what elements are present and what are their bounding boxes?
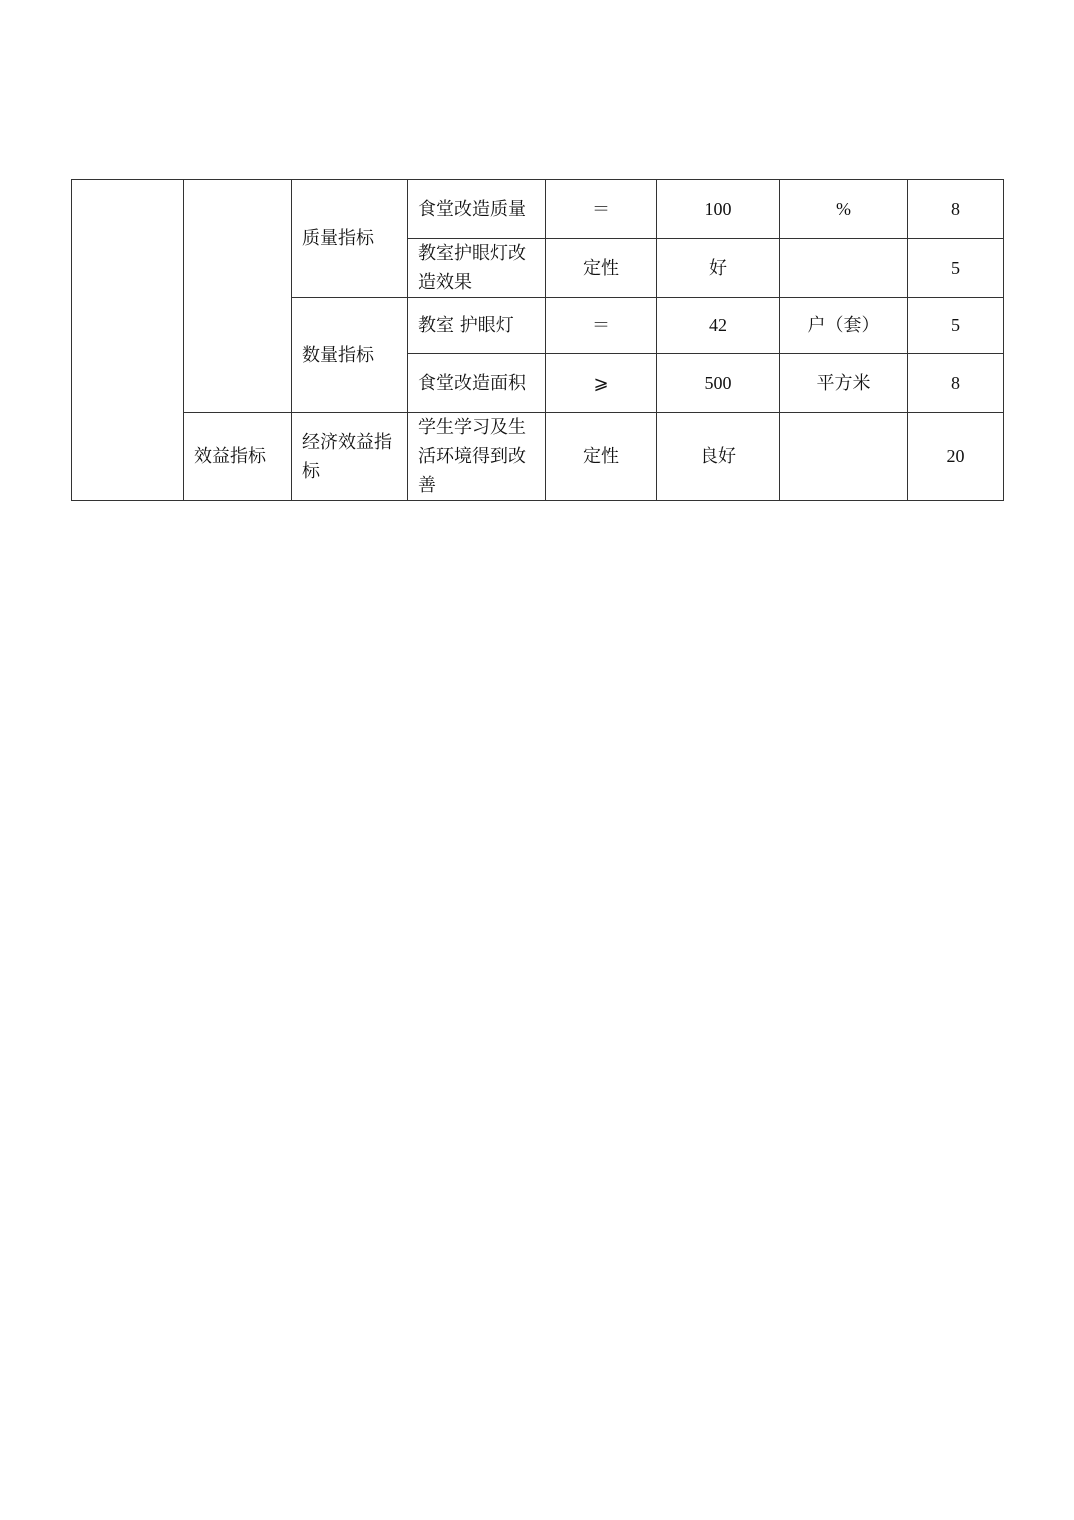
- table-row: [72, 413, 1004, 501]
- level3-cell: 食堂改造质量: [408, 180, 546, 239]
- operator-cell: ＝: [546, 298, 657, 354]
- table-row: [72, 180, 1004, 239]
- operator-cell: 定性: [546, 413, 657, 501]
- unit-cell: 户（套）: [780, 298, 908, 354]
- level2-quality-cell: 质量指标: [292, 180, 408, 298]
- level2-economic-cell: 经济效益指标: [292, 413, 408, 501]
- level3-cell: 教室护眼灯改造效果: [408, 239, 546, 298]
- score-cell: 5: [908, 298, 1004, 354]
- level1-benefit-cell: 效益指标: [184, 413, 292, 501]
- unit-cell: 平方米: [780, 354, 908, 413]
- unit-cell: [780, 239, 908, 298]
- value-cell: 100: [657, 180, 780, 239]
- level2-quantity-cell: 数量指标: [292, 298, 408, 413]
- score-cell: 5: [908, 239, 1004, 298]
- value-cell: 42: [657, 298, 780, 354]
- operator-cell: 定性: [546, 239, 657, 298]
- empty-level1-cell: [184, 180, 292, 413]
- value-cell: 良好: [657, 413, 780, 501]
- level3-cell: 教室 护眼灯: [408, 298, 546, 354]
- operator-cell: ⩾: [546, 354, 657, 413]
- unit-cell: %: [780, 180, 908, 239]
- value-cell: 500: [657, 354, 780, 413]
- empty-category-cell: [72, 180, 184, 501]
- level3-cell: 学生学习及生活环境得到改善: [408, 413, 546, 501]
- score-cell: 8: [908, 180, 1004, 239]
- unit-cell: [780, 413, 908, 501]
- score-cell: 8: [908, 354, 1004, 413]
- performance-indicator-table: [71, 179, 1004, 501]
- level3-cell: 食堂改造面积: [408, 354, 546, 413]
- score-cell: 20: [908, 413, 1004, 501]
- operator-cell: ＝: [546, 180, 657, 239]
- value-cell: 好: [657, 239, 780, 298]
